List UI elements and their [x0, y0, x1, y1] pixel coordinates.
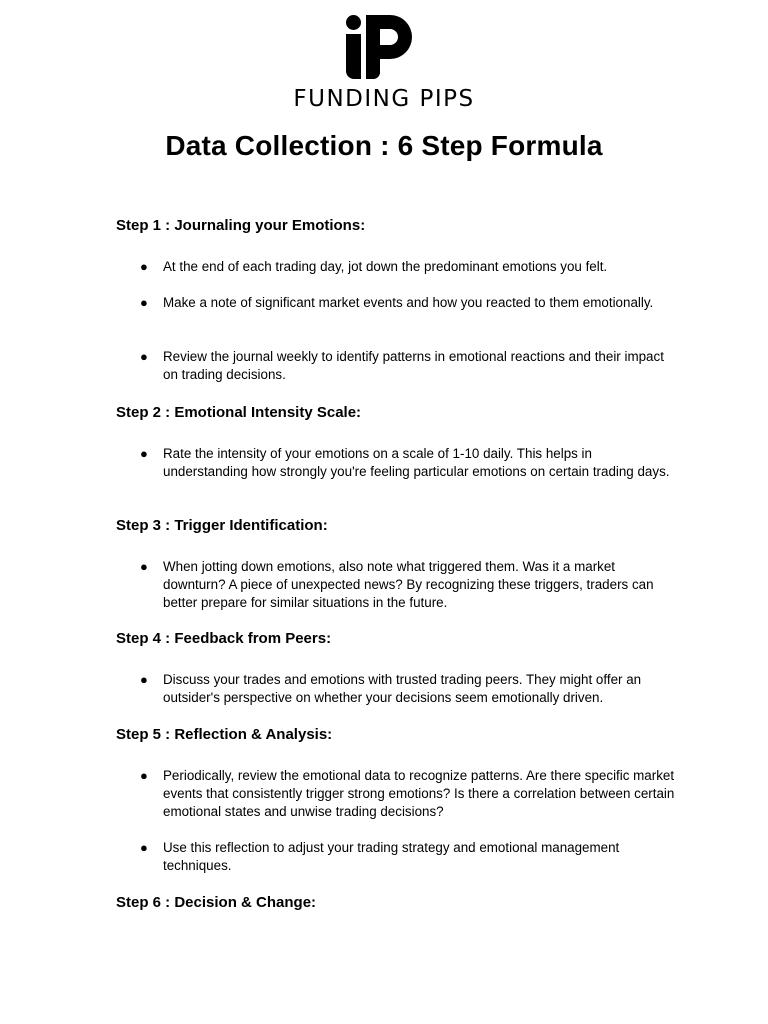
step-5-bullet-1	[140, 767, 680, 821]
bullet-icon: ●	[140, 559, 148, 574]
step-2-bullet-1	[140, 445, 680, 481]
list-item-text: Periodically, review the emotional data to recognize patterns. Are there specific market events that consistently trigger strong emotions? Is there a correlation between certain emotional states and unwise trading decisions?	[163, 768, 675, 819]
list-item-text: When jotting down emotions, also note what triggered them. Was it a market downturn? A piece of unexpected news? By recognizing these triggers, traders can better prepare for similar situations in the future.	[163, 559, 654, 610]
step-1-bullet-3	[140, 348, 680, 384]
bullet-icon: ●	[140, 295, 148, 310]
funding-pips-logo-icon	[340, 14, 418, 80]
step-3-bullet-1	[140, 558, 680, 612]
bullet-icon: ●	[140, 259, 148, 274]
list-item-text: Rate the intensity of your emotions on a scale of 1-10 daily. This helps in understanding how strongly you're feeling particular emotions on certain trading days.	[163, 446, 670, 479]
bullet-icon: ●	[140, 446, 148, 461]
step-1-bullet-1	[140, 258, 680, 276]
step-1-heading: Step 1 : Journaling your Emotions:	[116, 217, 366, 234]
page-title: Data Collection : 6 Step Formula	[165, 130, 603, 161]
bullet-icon: ●	[140, 840, 148, 855]
step-4-bullet-1	[140, 671, 680, 707]
brand-name: FUNDING PIPS	[293, 86, 475, 112]
step-2-heading: Step 2 : Emotional Intensity Scale:	[116, 404, 362, 421]
list-item-text: At the end of each trading day, jot down the predominant emotions you felt.	[163, 259, 608, 274]
bullet-icon: ●	[140, 768, 148, 783]
list-item-text: Make a note of significant market events and how you reacted to them emotionally.	[163, 295, 654, 310]
list-item-text: Discuss your trades and emotions with trusted trading peers. They might offer an outsider's perspective on whether your decisions seem emotionally driven.	[163, 672, 642, 705]
list-item-text: Review the journal weekly to identify patterns in emotional reactions and their impact on trading decisions.	[163, 349, 664, 382]
step-1-bullet-2	[140, 294, 680, 312]
step-3-heading: Step 3 : Trigger Identification:	[116, 517, 328, 534]
bullet-icon: ●	[140, 672, 148, 687]
step-5-bullet-2	[140, 839, 680, 875]
list-item-text: Use this reflection to adjust your trading strategy and emotional management techniques.	[163, 840, 620, 873]
step-4-heading: Step 4 : Feedback from Peers:	[116, 630, 332, 647]
bullet-icon: ●	[140, 349, 148, 364]
step-5-heading: Step 5 : Reflection & Analysis:	[116, 726, 333, 743]
step-6-heading: Step 6 : Decision & Change:	[116, 894, 317, 911]
